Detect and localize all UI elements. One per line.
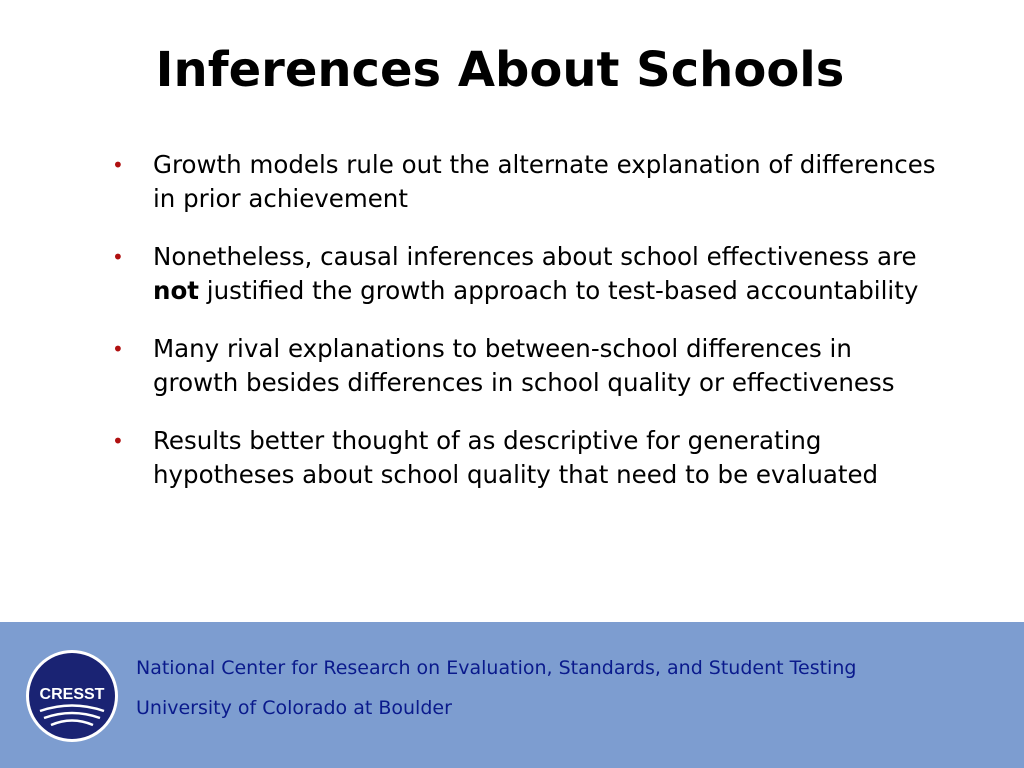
bullet-text-before: Nonetheless, causal inferences about school effectiveness are bbox=[153, 242, 917, 271]
slide-title: Inferences About Schools bbox=[155, 42, 845, 98]
bullet-text-after: justified the growth approach to test-based accountability bbox=[199, 276, 919, 305]
organization-name: National Center for Research on Evaluation, Standards, and Student Testing bbox=[136, 657, 857, 679]
logo-text: CRESST bbox=[39, 686, 105, 703]
bullet-list bbox=[112, 148, 942, 516]
bullet-item bbox=[112, 240, 942, 308]
bullet-icon: • bbox=[112, 337, 124, 361]
university-name: University of Colorado at Boulder bbox=[136, 697, 452, 719]
bullet-text: Results better thought of as descriptive for generating hypotheses about school quality that need to be evaluated bbox=[153, 426, 879, 489]
bullet-item bbox=[112, 148, 942, 216]
bullet-icon: • bbox=[112, 429, 124, 453]
bullet-icon: • bbox=[112, 245, 124, 269]
cresst-logo bbox=[24, 648, 120, 744]
bullet-item bbox=[112, 332, 942, 400]
bullet-item bbox=[112, 424, 942, 492]
bullet-emphasis: not bbox=[153, 276, 199, 305]
bullet-text: Many rival explanations to between-school differences in growth besides differences in school quality or effectiveness bbox=[153, 334, 895, 397]
bullet-text: Growth models rule out the alternate explanation of differences in prior achievement bbox=[153, 150, 936, 213]
bullet-icon: • bbox=[112, 153, 124, 177]
